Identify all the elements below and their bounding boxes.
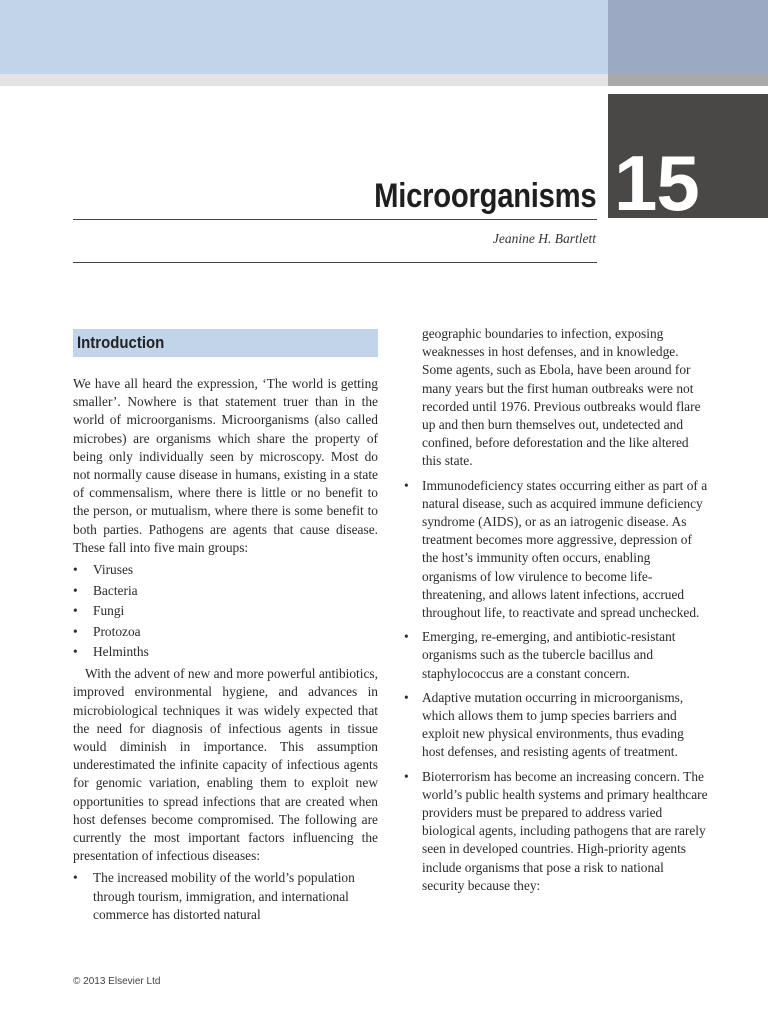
bullet: • xyxy=(73,644,78,660)
bullet: • xyxy=(404,689,409,705)
list-item-text: Emerging, re-emerging, and antibiotic-resistant organisms such as the tubercle bacillus and staphylococcus are a constant concern. xyxy=(422,629,676,681)
header-band-accent xyxy=(608,0,768,74)
bullet: • xyxy=(73,603,78,619)
bullet: • xyxy=(73,870,78,886)
bullet: • xyxy=(73,582,78,598)
list-item-text: geographic boundaries to infection, exposing weaknesses in host defenses, and in knowledge. Some agents, such as Ebola, have been around for many years but the first human outbreaks were not recorded until 1976. Previous outbreaks would flare up and then burn themselves out, undetected and confined, before deforestation and the like altered this state. xyxy=(422,326,701,469)
second-paragraph: With the advent of new and more powerful antibiotics, improved environmental hygiene, and advances in microbiological techniques it was widely expected that the need for diagnosis of infectious agents in tissue would diminish in importance. This assumption underestimated the infinite capacity of infectious agents for genomic variation, enabling them to exploit new opportunities to spread infections that are created when host defenses become compromised. The following are currently the most important factors influencing the presentation of infectious diseases: xyxy=(73,666,378,864)
title-rule xyxy=(73,219,597,220)
chapter-author: Jeanine H. Bartlett xyxy=(492,231,596,246)
list-item-continued xyxy=(404,325,708,471)
copyright-footer: © 2013 Elsevier Ltd xyxy=(73,976,161,987)
list-item xyxy=(73,582,378,600)
list-item-text: Protozoa xyxy=(93,623,141,639)
header-band xyxy=(0,0,608,74)
list-item-text: Fungi xyxy=(93,603,125,619)
list-item xyxy=(404,628,708,683)
list-item-text: Helminths xyxy=(93,644,149,660)
list-item xyxy=(73,643,378,661)
list-item-text: Bioterrorism has become an increasing concern. The world’s public health systems and primary healthcare providers must be prepared to address varied biological agents, including pathogens that are rarely seen in developed countries. High-priority agents include organisms that pose a risk to national security because they: xyxy=(422,768,708,893)
header-stripe xyxy=(0,74,608,86)
chapter-title: Microorganisms xyxy=(373,177,596,215)
list-item-text: Bacteria xyxy=(93,582,138,598)
bullet: • xyxy=(73,623,78,639)
left-column xyxy=(73,375,378,924)
factor-list-start xyxy=(73,869,378,924)
pathogen-group-list xyxy=(73,561,378,661)
list-item xyxy=(404,768,708,895)
intro-paragraph: We have all heard the expression, ‘The world is getting smaller’. Nowhere is that statement truer than in the world of microorganisms. Microorganisms (also called microbes) are organisms which share the property of being only individually seen by microscopy. Most do not normally cause disease in humans, existing in a state of commensalism, where there is little or no benefit to the person, or mutualism, where there is some benefit to both parties. Pathogens are agents that cause disease. These fall into five main groups: xyxy=(73,376,378,555)
bullet: • xyxy=(73,562,78,578)
list-item-text: Adaptive mutation occurring in microorganisms, which allows them to jump species barriers and exploit new physical environments, thus evading host defenses, and resisting agents of treatment. xyxy=(422,689,684,760)
header-stripe-accent xyxy=(608,74,768,86)
list-item xyxy=(73,602,378,620)
bullet: • xyxy=(404,768,409,784)
right-column xyxy=(404,325,708,901)
bullet: • xyxy=(404,477,409,493)
list-item xyxy=(404,477,708,623)
list-item-text: Viruses xyxy=(93,562,134,578)
section-heading-box xyxy=(73,329,378,357)
list-item xyxy=(73,623,378,641)
chapter-number: 15 xyxy=(614,139,699,227)
list-item-text: Immunodeficiency states occurring either as part of a natural disease, such as acquired immune deficiency syndrome (AIDS), or as an iatrogenic disease. As treatment becomes more aggressive, depression of the host’s immunity often occurs, enabling organisms of low virulence to become life-threatening, and allows latent infections, accrued throughout life, to reactivate and spread unchecked. xyxy=(422,477,708,621)
list-item xyxy=(404,689,708,762)
list-item xyxy=(73,869,378,924)
section-heading: Introduction xyxy=(77,333,165,352)
bullet: • xyxy=(404,629,409,645)
list-item-text: The increased mobility of the world’s population through tourism, immigration, and international commerce has distorted natural xyxy=(93,870,355,922)
list-item xyxy=(73,561,378,579)
author-rule xyxy=(73,262,597,263)
factor-list xyxy=(404,325,708,895)
